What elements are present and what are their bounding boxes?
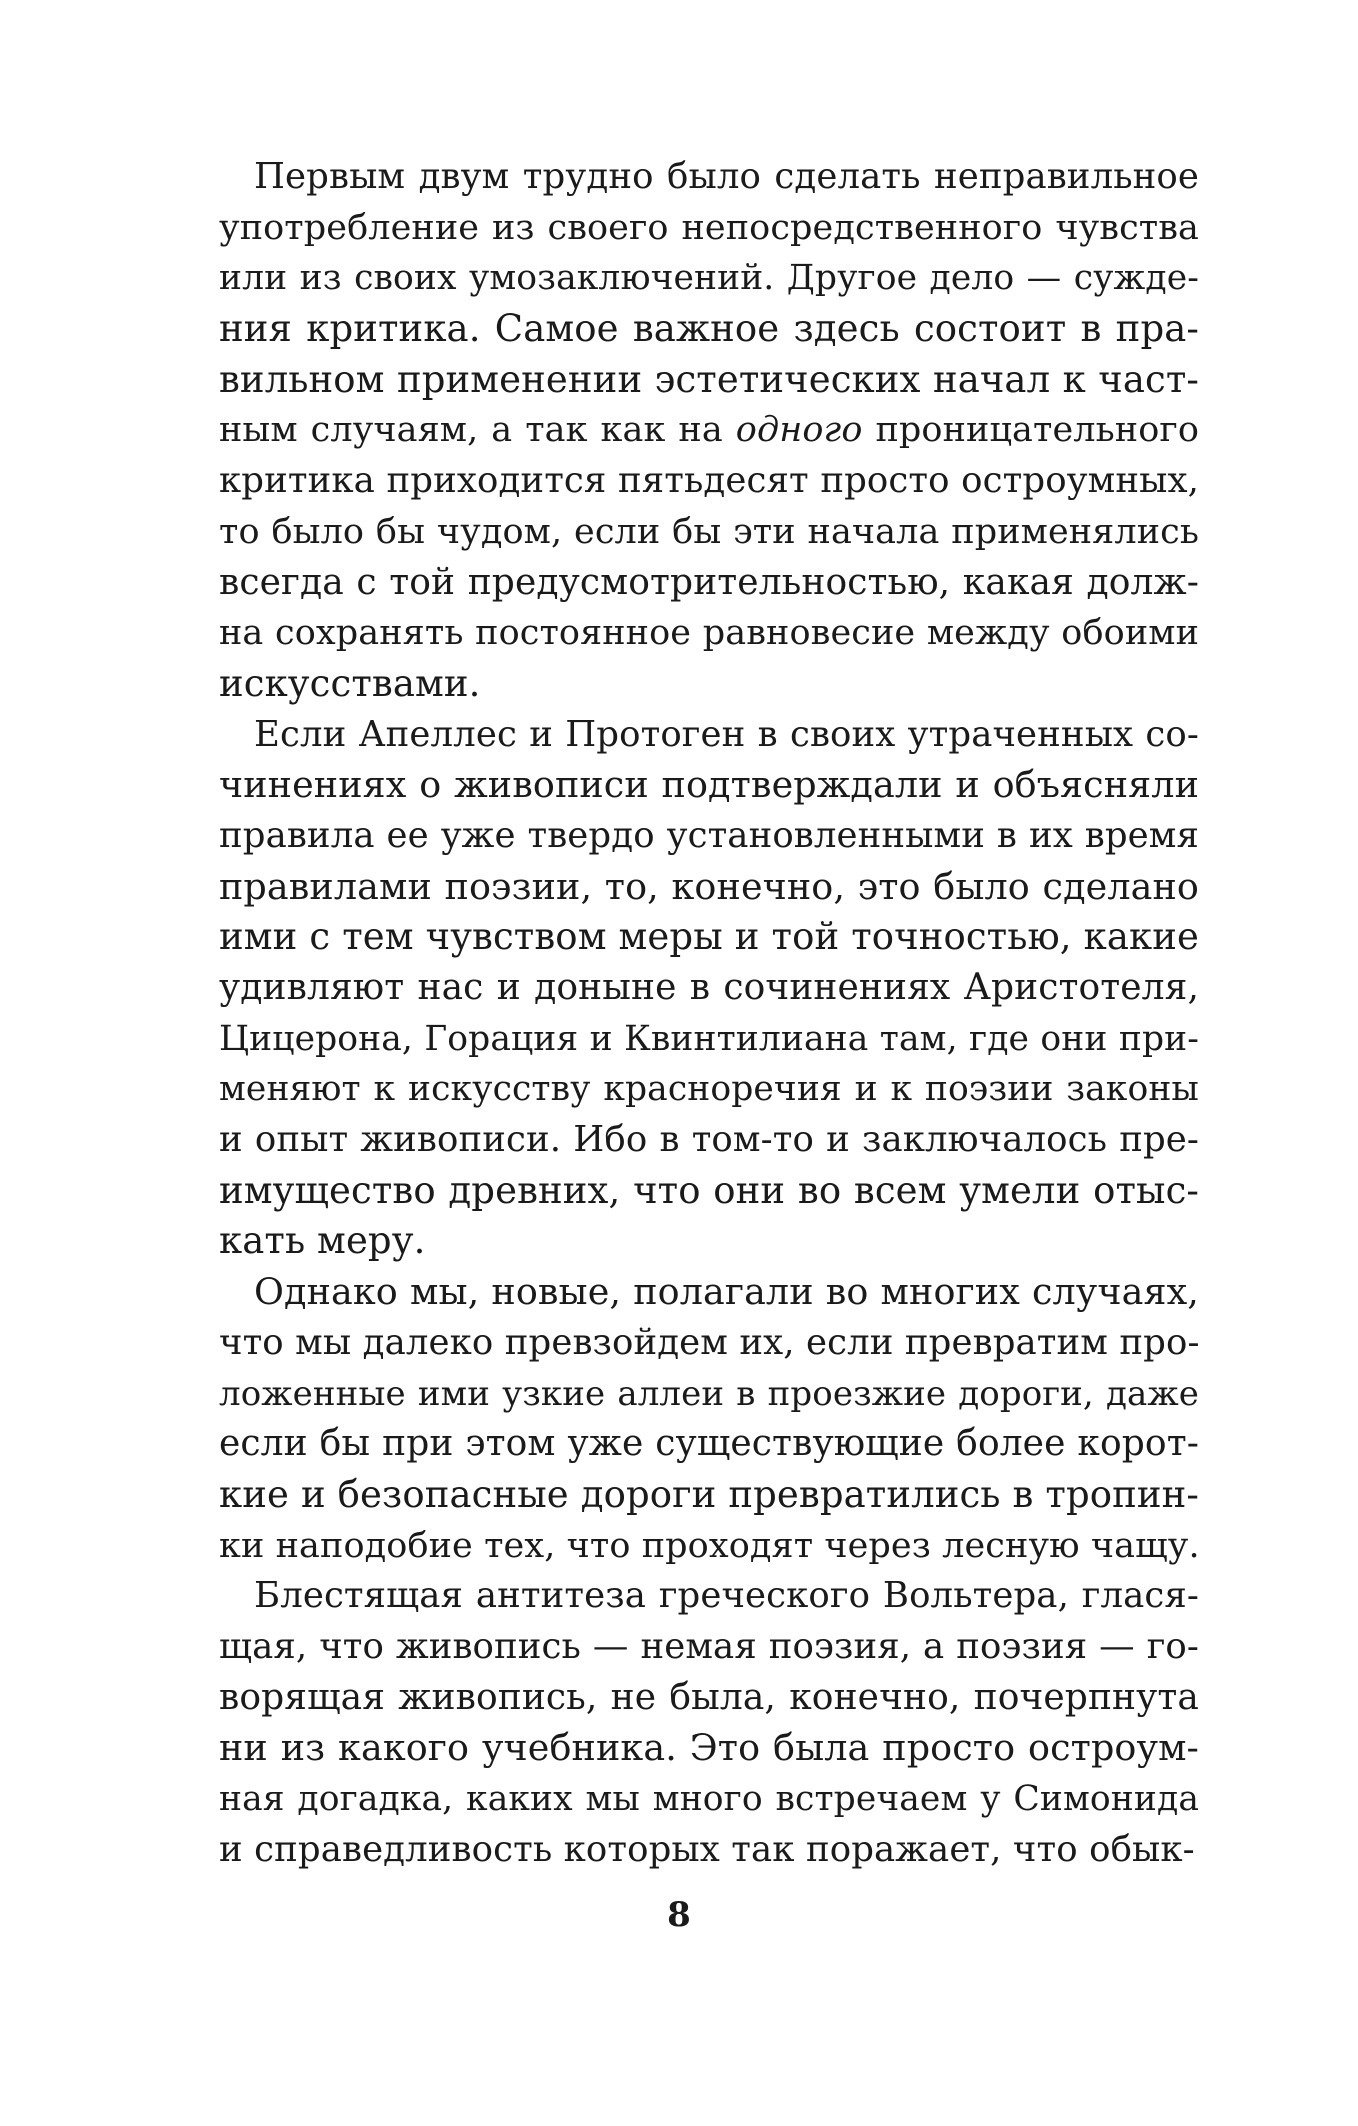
text-line: если бы при этом уже существующие более корот- — [219, 1423, 1199, 1465]
paragraph — [219, 1571, 1199, 1875]
text-line: то было бы чудом, если бы эти начала применялись — [219, 511, 1199, 552]
text-line: ворящая живопись, не была, конечно, почерпнута — [219, 1676, 1199, 1718]
text-line: имущество древних, что они во всем умели отыс- — [219, 1168, 1199, 1212]
text-line: щая, что живопись — немая поэзия, а поэзия — го- — [219, 1625, 1199, 1667]
text-line: правила ее уже твердо установленными в их время — [219, 814, 1199, 856]
text-line: всегда с той предусмотрительностью, какая долж- — [219, 561, 1199, 603]
paragraph — [219, 710, 1199, 1268]
body-text — [219, 152, 1199, 1875]
italic-word: одного — [735, 410, 863, 451]
paragraph — [219, 1267, 1199, 1571]
text-line: искусствами. — [219, 661, 481, 705]
text-line: критика приходится пятьдесят просто остроумных, — [219, 460, 1199, 502]
text-line: удивляют нас и доныне в сочинениях Аристотеля, — [219, 967, 1199, 1008]
text-segment: проницательного — [862, 410, 1199, 451]
text-line: употребление из своего непосредственного чувства — [219, 207, 1199, 248]
text-line: и опыт живописи. Ибо в том-то и заключалось пре- — [219, 1119, 1199, 1161]
text-line: Цицерона, Горация и Квинтилиана там, где они при- — [219, 1018, 1199, 1059]
text-segment: ным случаям, а так как на — [219, 410, 736, 451]
text-line: ложенные ими узкие аллеи в проезжие дороги, даже — [219, 1373, 1199, 1414]
text-line: Если Апеллес и Протоген в своих утраченных со- — [254, 713, 1199, 755]
text-line: или из своих умозаключений. Другое дело — сужде- — [219, 258, 1199, 299]
text-line: ки наподобие тех, что проходят через лесную чащу. — [219, 1525, 1200, 1566]
text-line: Первым двум трудно было сделать неправильное — [254, 156, 1199, 197]
text-line: и справедливость которых так поражает, что обык- — [219, 1828, 1195, 1870]
page-number: 8 — [667, 1895, 691, 1935]
text-line: ни из какого учебника. Это была просто остроум- — [219, 1726, 1199, 1770]
text-line: кать меру. — [219, 1219, 426, 1263]
text-line: что мы далеко превзойдем их, если превратим про- — [219, 1321, 1200, 1363]
text-line: Однако мы, новые, полагали во многих случаях, — [254, 1270, 1199, 1314]
text-line: правилами поэзии, то, конечно, это было сделано — [219, 864, 1199, 908]
text-line: Блестящая антитеза греческого Вольтера, глася- — [254, 1575, 1199, 1617]
text-line: кие и безопасные дороги превратились в тропин- — [219, 1472, 1199, 1516]
text-line — [219, 405, 1199, 456]
text-line: ния критика. Самое важное здесь состоит в пра- — [219, 307, 1199, 351]
paragraph — [219, 152, 1199, 710]
text-line: ими с тем чувством меры и той точностью, какие — [219, 915, 1199, 959]
text-line: чинениях о живописи подтверждали и объясняли — [219, 763, 1199, 807]
text-line: на сохранять постоянное равновесие между обоими — [219, 613, 1199, 654]
text-line: меняют к искусству красноречия и к поэзии законы — [219, 1069, 1199, 1110]
text-line: вильном применении эстетических начал к част- — [219, 357, 1199, 401]
text-line: ная догадка, каких мы много встречаем у Симонида — [219, 1779, 1199, 1819]
